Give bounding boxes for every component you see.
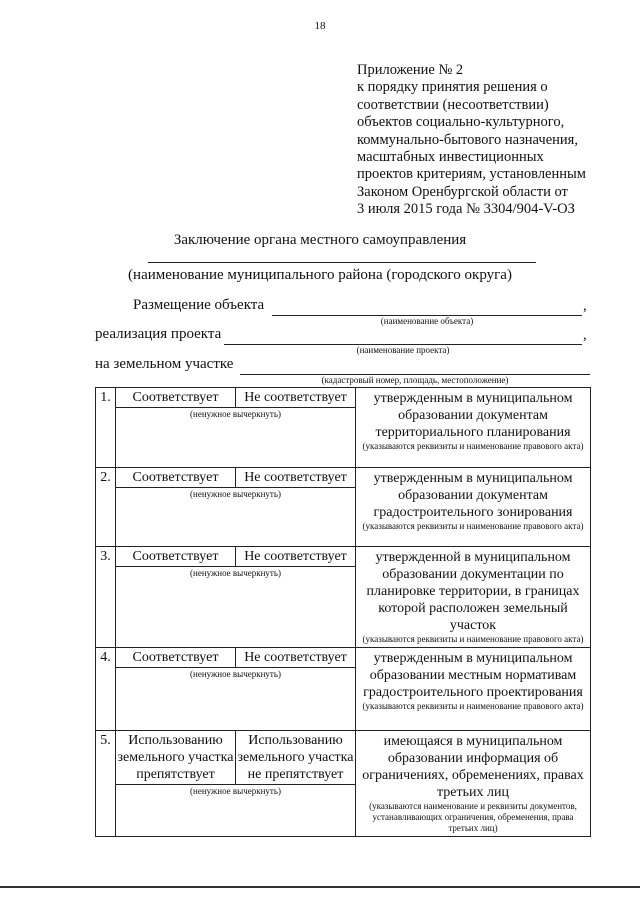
criterion-note: (указываются наименование и реквизиты документов, устанавливающих ограничения, обременения, права третьих лиц) bbox=[369, 801, 577, 833]
appendix-line: коммунально-бытового назначения, bbox=[357, 131, 578, 148]
appendix-line: Приложение № 2 bbox=[357, 62, 464, 78]
option-not-complies[interactable]: Не соответствует bbox=[235, 388, 355, 407]
table-row bbox=[96, 388, 591, 468]
table-row bbox=[96, 468, 591, 547]
criterion-description bbox=[356, 468, 591, 547]
row-number: 2. bbox=[96, 468, 116, 547]
municipality-label: (наименование муниципального района (городского округа) bbox=[128, 267, 512, 283]
criterion-text: утвержденным в муниципальном образовании документам градостроительного зонирования bbox=[373, 471, 573, 520]
appendix-line: масштабных инвестиционных bbox=[357, 149, 544, 166]
project-comma: , bbox=[583, 327, 587, 343]
appendix-line: к порядку принятия решения о bbox=[357, 79, 548, 96]
strike-note: (ненужное вычеркнуть) bbox=[190, 568, 281, 578]
criterion-text: утвержденным в муниципальном образовании документам территориального планирования bbox=[373, 391, 573, 440]
criterion-text: имеющаяся в муниципальном образовании информация об ограничениях, обременениях, правах третьих лиц bbox=[362, 734, 584, 800]
appendix-line: соответствии (несоответствии) bbox=[357, 96, 549, 113]
criterion-note: (указываются реквизиты и наименование правового акта) bbox=[362, 634, 584, 644]
option-complies[interactable]: Соответствует bbox=[132, 390, 219, 405]
criterion-note: (указываются реквизиты и наименование правового акта) bbox=[362, 441, 584, 451]
placement-hint: (наименование объекта) bbox=[380, 316, 474, 326]
table-row bbox=[96, 731, 591, 837]
placement-label: Размещение объекта bbox=[133, 297, 265, 313]
appendix-line: объектов социально-культурного, bbox=[357, 114, 565, 131]
row-number: 4. bbox=[96, 648, 116, 731]
choice-cell bbox=[116, 468, 356, 547]
appendix-line: Законом Оренбургской области от bbox=[357, 183, 568, 200]
strike-note: (ненужное вычеркнуть) bbox=[190, 409, 281, 419]
choice-cell bbox=[116, 547, 356, 648]
strike-note: (ненужное вычеркнуть) bbox=[190, 669, 281, 679]
option-not-complies[interactable]: Не соответствует bbox=[235, 547, 355, 566]
strike-note: (ненужное вычеркнуть) bbox=[190, 489, 281, 499]
criterion-description bbox=[356, 547, 591, 648]
criteria-table bbox=[95, 387, 591, 837]
table-row bbox=[96, 648, 591, 731]
option-complies[interactable]: Соответствует bbox=[132, 549, 219, 564]
page-number: 18 bbox=[314, 20, 326, 32]
choice-cell bbox=[116, 731, 356, 837]
option-complies[interactable]: Соответствует bbox=[132, 470, 219, 485]
municipality-blank-line bbox=[148, 262, 536, 263]
option-impedes[interactable]: Использованию земельного участка препятствует bbox=[117, 733, 234, 782]
row-number: 5. bbox=[96, 731, 116, 837]
criterion-text: утвержденной в муниципальном образовании документации по планировке территории, в границах которой расположен земельный участок bbox=[366, 550, 580, 633]
project-hint: (наименование проекта) bbox=[356, 345, 450, 355]
land-hint: (кадастровый номер, площадь, местоположение) bbox=[321, 375, 509, 385]
appendix-line: 3 июля 2015 года № 3304/904-V-ОЗ bbox=[357, 201, 575, 218]
row-number: 3. bbox=[96, 547, 116, 648]
option-not-complies[interactable]: Не соответствует bbox=[235, 648, 355, 667]
option-not-impedes[interactable]: Использованию земельного участка не препятствует bbox=[235, 731, 355, 784]
criterion-description bbox=[356, 648, 591, 731]
choice-cell bbox=[116, 648, 356, 731]
criterion-description bbox=[356, 731, 591, 837]
strike-note: (ненужное вычеркнуть) bbox=[190, 786, 281, 796]
choice-cell bbox=[116, 388, 356, 468]
bottom-rule bbox=[0, 886, 640, 888]
document-title: Заключение органа местного самоуправления bbox=[173, 232, 467, 248]
appendix-line: проектов критериям, установленным bbox=[357, 166, 586, 183]
table-row bbox=[96, 547, 591, 648]
criterion-note: (указываются реквизиты и наименование правового акта) bbox=[362, 521, 584, 531]
option-not-complies[interactable]: Не соответствует bbox=[235, 468, 355, 487]
land-label: на земельном участке bbox=[95, 356, 234, 372]
row-number: 1. bbox=[96, 388, 116, 468]
criterion-note: (указываются реквизиты и наименование правового акта) bbox=[362, 701, 584, 711]
criterion-text: утвержденным в муниципальном образовании местным нормативам градостроительного проектирования bbox=[363, 651, 583, 700]
criterion-description bbox=[356, 388, 591, 468]
project-label: реализация проекта bbox=[95, 326, 222, 342]
placement-comma: , bbox=[583, 298, 587, 314]
option-complies[interactable]: Соответствует bbox=[132, 650, 219, 665]
appendix-header bbox=[357, 62, 617, 219]
